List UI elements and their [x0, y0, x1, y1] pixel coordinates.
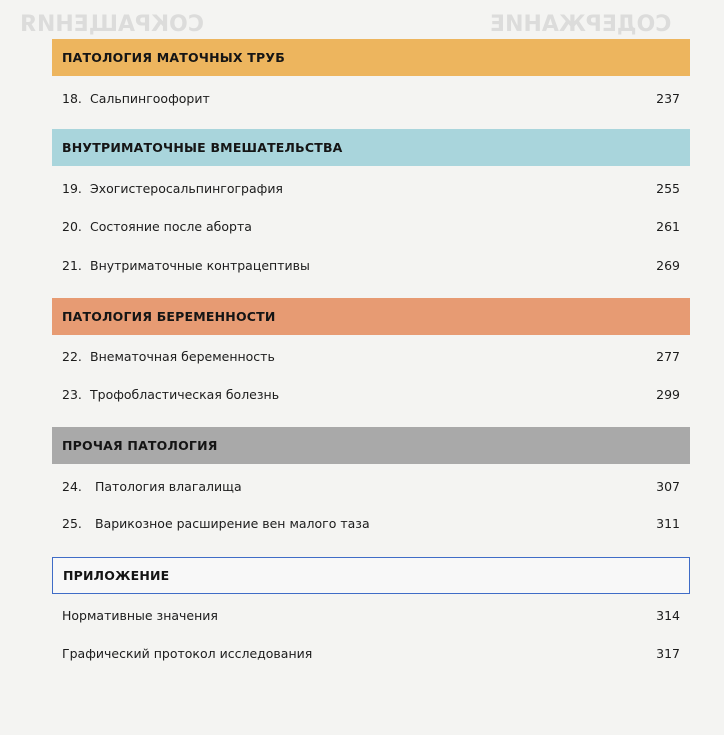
toc-entry[interactable] — [62, 178, 680, 198]
entry-page: 277 — [656, 348, 680, 364]
section-heading-other-pathology: ПРОЧАЯ ПАТОЛОГИЯ — [52, 427, 690, 464]
entry-title: Эхогистеросальпингография — [90, 180, 283, 196]
entry-number: 21. — [62, 257, 82, 273]
toc-entry[interactable] — [62, 513, 680, 533]
section-heading-intrauterine-interventions: ВНУТРИМАТОЧНЫЕ ВМЕШАТЕЛЬСТВА — [52, 129, 690, 166]
entry-title: Нормативные значения — [62, 607, 218, 623]
entry-number: 18. — [62, 90, 82, 106]
entry-title: Трофобластическая болезнь — [90, 386, 280, 402]
toc-entry[interactable] — [62, 476, 680, 496]
bleed-through-text-right: СОДЕРЖАНИЕ — [490, 12, 672, 37]
entry-page: 269 — [656, 257, 680, 273]
toc-entry[interactable] — [62, 216, 680, 236]
entry-number: 19. — [62, 180, 82, 196]
toc-entry[interactable] — [62, 643, 680, 663]
entry-page: 307 — [656, 478, 680, 494]
toc-entry[interactable] — [62, 605, 680, 625]
entry-title: Внематочная беременность — [90, 348, 275, 364]
entry-page: 314 — [656, 607, 680, 623]
entry-title: Патология влагалища — [95, 478, 242, 494]
bleed-through-text-left: СОКРАЩЕНИЯ — [20, 12, 204, 37]
toc-entry[interactable] — [62, 255, 680, 275]
entry-number: 20. — [62, 218, 82, 234]
entry-page: 317 — [656, 645, 680, 661]
entry-page: 237 — [656, 90, 680, 106]
section-heading-pregnancy-pathology: ПАТОЛОГИЯ БЕРЕМЕННОСТИ — [52, 298, 690, 335]
section-heading-tubal-pathology: ПАТОЛОГИЯ МАТОЧНЫХ ТРУБ — [52, 39, 690, 76]
toc-entry[interactable] — [62, 346, 680, 366]
entry-title: Состояние после аборта — [90, 218, 252, 234]
entry-title: Сальпингоофорит — [90, 90, 210, 106]
entry-number: 22. — [62, 348, 82, 364]
entry-page: 255 — [656, 180, 680, 196]
entry-number: 24. — [62, 478, 82, 494]
entry-title: Графический протокол исследования — [62, 645, 313, 661]
entry-number: 23. — [62, 386, 82, 402]
toc-entry[interactable] — [62, 88, 680, 108]
entry-title: Внутриматочные контрацептивы — [90, 257, 310, 273]
entry-number: 25. — [62, 515, 82, 531]
section-heading-appendix: ПРИЛОЖЕНИЕ — [52, 557, 690, 594]
toc-entry[interactable] — [62, 384, 680, 404]
entry-page: 261 — [656, 218, 680, 234]
entry-title: Варикозное расширение вен малого таза — [95, 515, 370, 531]
entry-page: 311 — [656, 515, 680, 531]
entry-page: 299 — [656, 386, 680, 402]
